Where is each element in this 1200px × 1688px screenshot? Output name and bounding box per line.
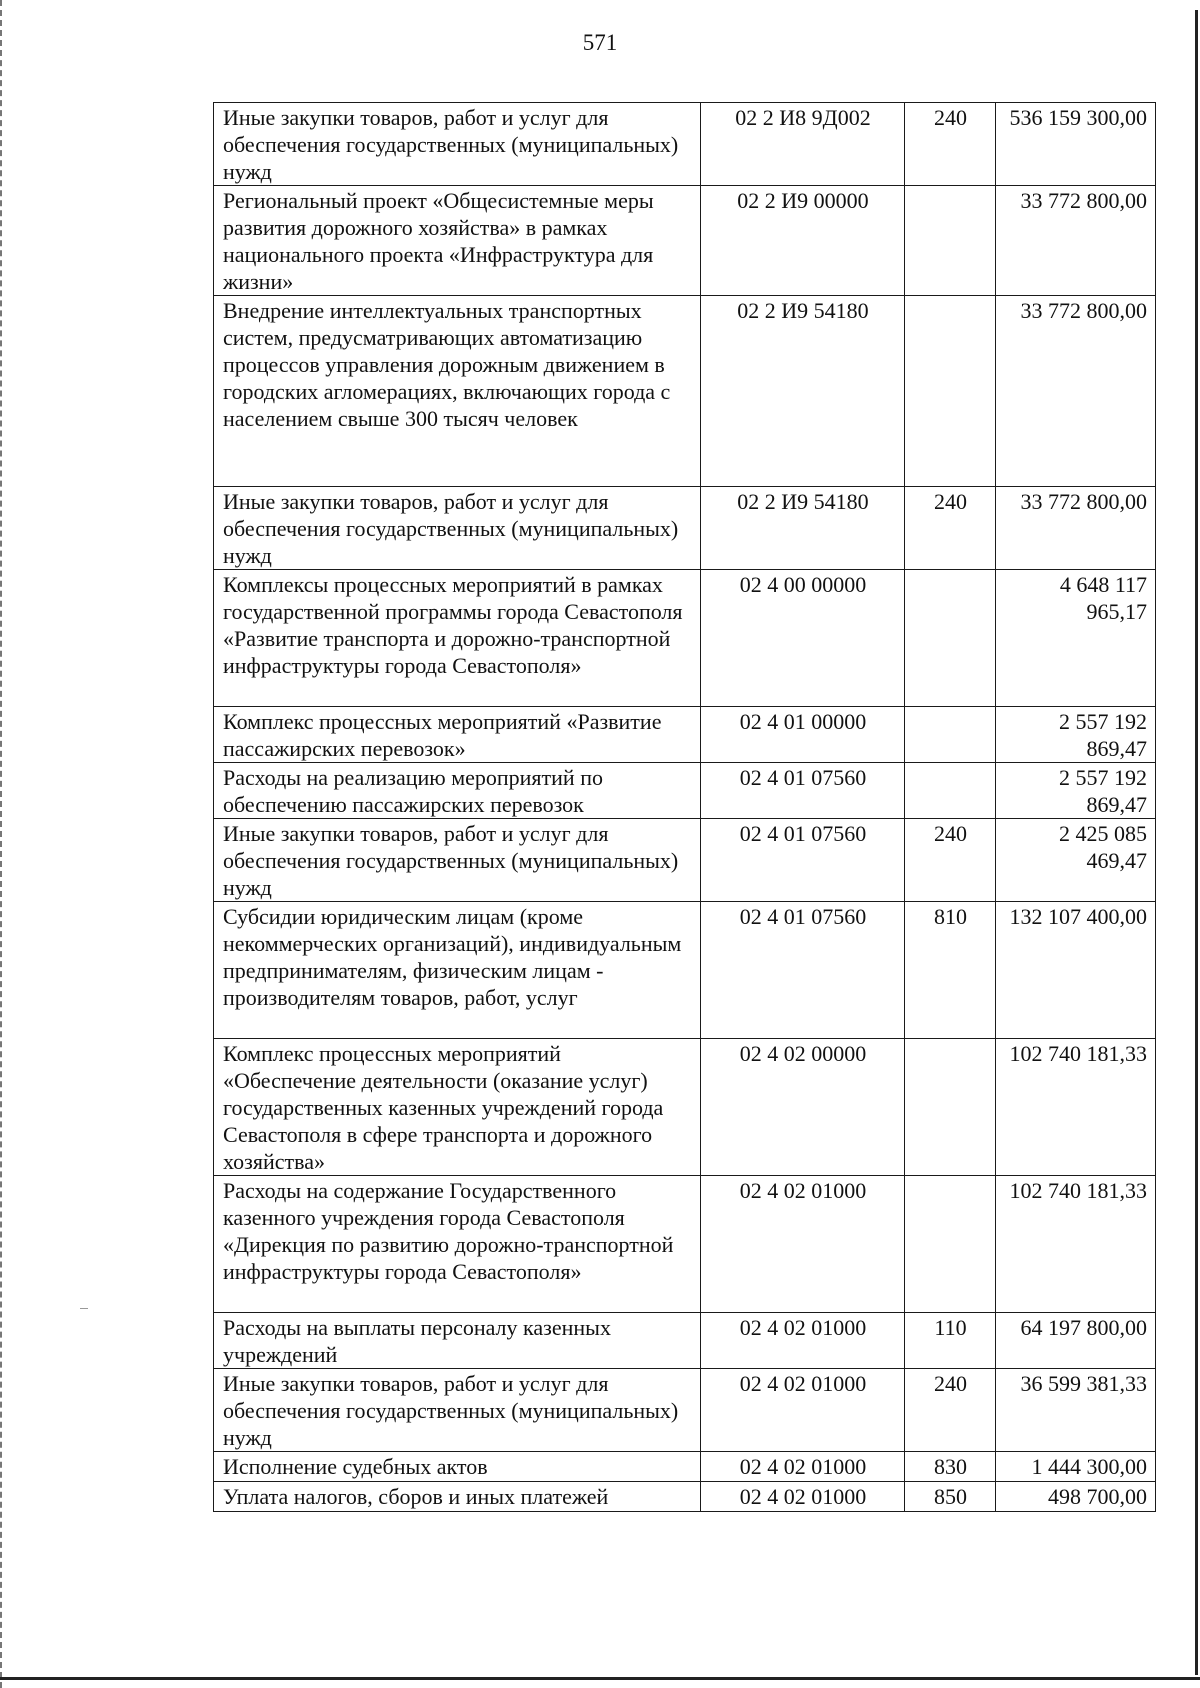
row-expense-type: 240 [905, 487, 996, 570]
row-code: 02 2 И9 54180 [701, 487, 905, 570]
table-row [214, 1176, 1156, 1313]
row-name: Комплекс процессных мероприятий «Развитие пассажирских перевозок» [214, 707, 701, 763]
row-expense-type [905, 1176, 996, 1313]
table-row [214, 707, 1156, 763]
row-code: 02 4 02 01000 [701, 1313, 905, 1369]
row-name: Комплексы процессных мероприятий в рамках государственной программы города Севастополя «Развитие транспорта и дорожно-транспортной инфраструктуры города Севастополя» [214, 570, 701, 707]
table-row [214, 186, 1156, 296]
scan-margin-mark [80, 1308, 88, 1309]
row-sum: 132 107 400,00 [996, 902, 1156, 1039]
scan-bottom-edge [0, 1677, 1200, 1680]
row-sum: 2 425 085 469,47 [996, 819, 1156, 902]
row-code: 02 4 01 07560 [701, 763, 905, 819]
row-expense-type: 240 [905, 103, 996, 186]
row-code: 02 2 И9 00000 [701, 186, 905, 296]
row-code: 02 4 02 00000 [701, 1039, 905, 1176]
row-sum: 33 772 800,00 [996, 296, 1156, 487]
row-sum: 498 700,00 [996, 1482, 1156, 1512]
row-code: 02 4 02 01000 [701, 1452, 905, 1482]
table-row [214, 1452, 1156, 1482]
budget-table [213, 102, 1156, 1512]
table-row [214, 1039, 1156, 1176]
row-sum: 2 557 192 869,47 [996, 763, 1156, 819]
table-row [214, 819, 1156, 902]
row-sum: 33 772 800,00 [996, 487, 1156, 570]
row-expense-type: 240 [905, 1369, 996, 1452]
row-sum: 1 444 300,00 [996, 1452, 1156, 1482]
page-number: 571 [582, 30, 618, 55]
row-expense-type: 240 [905, 819, 996, 902]
row-expense-type: 830 [905, 1452, 996, 1482]
row-expense-type [905, 763, 996, 819]
row-code: 02 2 И8 9Д002 [701, 103, 905, 186]
table-row [214, 103, 1156, 186]
scan-right-edge [1195, 10, 1198, 1675]
row-code: 02 4 00 00000 [701, 570, 905, 707]
row-code: 02 4 01 07560 [701, 902, 905, 1039]
table-row [214, 1369, 1156, 1452]
row-name: Региональный проект «Общесистемные меры развития дорожного хозяйства» в рамках национального проекта «Инфраструктура для жизни» [214, 186, 701, 296]
row-expense-type [905, 186, 996, 296]
row-name: Расходы на содержание Государственного казенного учреждения города Севастополя «Дирекция по развитию дорожно-транспортной инфраструктуры города Севастополя» [214, 1176, 701, 1313]
row-code: 02 4 02 01000 [701, 1369, 905, 1452]
row-expense-type [905, 570, 996, 707]
row-code: 02 4 02 01000 [701, 1482, 905, 1512]
row-name: Субсидии юридическим лицам (кроме некоммерческих организаций), индивидуальным предпринимателям, физическим лицам - производителям товаров, работ, услуг [214, 902, 701, 1039]
row-sum: 102 740 181,33 [996, 1039, 1156, 1176]
row-expense-type [905, 1039, 996, 1176]
row-sum: 64 197 800,00 [996, 1313, 1156, 1369]
row-name: Расходы на выплаты персоналу казенных учреждений [214, 1313, 701, 1369]
table-row [214, 763, 1156, 819]
table-row [214, 1482, 1156, 1512]
row-expense-type: 810 [905, 902, 996, 1039]
row-name: Иные закупки товаров, работ и услуг для обеспечения государственных (муниципальных) нужд [214, 819, 701, 902]
table-row [214, 902, 1156, 1039]
row-sum: 4 648 117 965,17 [996, 570, 1156, 707]
row-code: 02 4 01 07560 [701, 819, 905, 902]
row-expense-type: 110 [905, 1313, 996, 1369]
row-name: Иные закупки товаров, работ и услуг для обеспечения государственных (муниципальных) нужд [214, 1369, 701, 1452]
table-row [214, 570, 1156, 707]
budget-table-body [214, 103, 1156, 1512]
scan-left-edge [0, 0, 2, 1688]
row-name: Исполнение судебных актов [214, 1452, 701, 1482]
row-expense-type: 850 [905, 1482, 996, 1512]
row-sum: 2 557 192 869,47 [996, 707, 1156, 763]
row-expense-type [905, 296, 996, 487]
row-name: Расходы на реализацию мероприятий по обеспечению пассажирских перевозок [214, 763, 701, 819]
table-row [214, 487, 1156, 570]
row-sum: 36 599 381,33 [996, 1369, 1156, 1452]
row-sum: 33 772 800,00 [996, 186, 1156, 296]
row-code: 02 4 01 00000 [701, 707, 905, 763]
row-code: 02 2 И9 54180 [701, 296, 905, 487]
table-row [214, 1313, 1156, 1369]
row-name: Комплекс процессных мероприятий «Обеспечение деятельности (оказание услуг) государственных казенных учреждений города Севастополя в сфере транспорта и дорожного хозяйства» [214, 1039, 701, 1176]
row-name: Иные закупки товаров, работ и услуг для обеспечения государственных (муниципальных) нужд [214, 103, 701, 186]
row-name: Внедрение интеллектуальных транспортных систем, предусматривающих автоматизацию процессов управления дорожным движением в городских агломерациях, включающих города с населением свыше 300 тысяч человек [214, 296, 701, 487]
row-sum: 536 159 300,00 [996, 103, 1156, 186]
row-code: 02 4 02 01000 [701, 1176, 905, 1313]
row-sum: 102 740 181,33 [996, 1176, 1156, 1313]
row-expense-type [905, 707, 996, 763]
row-name: Уплата налогов, сборов и иных платежей [214, 1482, 701, 1512]
row-name: Иные закупки товаров, работ и услуг для обеспечения государственных (муниципальных) нужд [214, 487, 701, 570]
table-row [214, 296, 1156, 487]
